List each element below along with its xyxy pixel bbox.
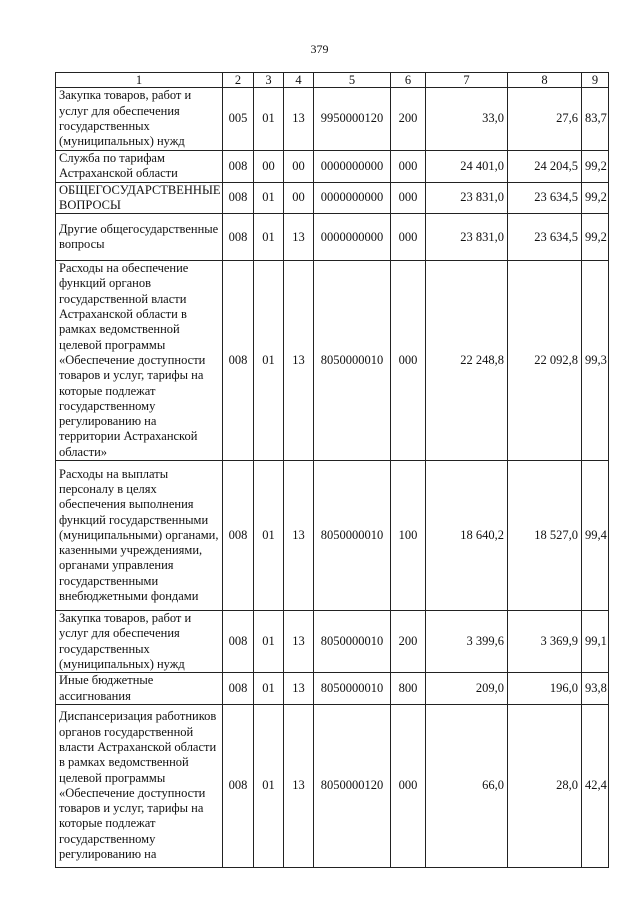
cell-expense-type: 200 xyxy=(391,88,426,151)
cell-section: 01 xyxy=(254,214,284,261)
table-row xyxy=(56,673,609,705)
row-name: Закупка товаров, работ и услуг для обеспечения государственных (муниципальных) нужд xyxy=(56,611,223,673)
table-row xyxy=(56,261,609,461)
table-row xyxy=(56,151,609,183)
row-name: Диспансеризация работников органов государственной власти Астраханской области в рамках ведомственной целевой программы «Обеспечение доступности товаров и услуг, тарифы на которые подлежат государственному регулированию на xyxy=(56,704,223,867)
cell-subsection: 00 xyxy=(284,151,314,183)
cell-planned: 209,0 xyxy=(426,673,508,705)
cell-target-article: 0000000000 xyxy=(314,182,391,214)
row-name: Иные бюджетные ассигнования xyxy=(56,673,223,705)
table-row xyxy=(56,461,609,611)
cell-planned: 23 831,0 xyxy=(426,214,508,261)
table-row xyxy=(56,182,609,214)
budget-table xyxy=(55,72,609,868)
cell-expense-type: 800 xyxy=(391,673,426,705)
cell-subsection: 00 xyxy=(284,182,314,214)
cell-admin-code: 008 xyxy=(223,214,254,261)
cell-target-article: 9950000120 xyxy=(314,88,391,151)
cell-subsection: 13 xyxy=(284,261,314,461)
cell-executed: 23 634,5 xyxy=(508,182,582,214)
cell-target-article: 8050000010 xyxy=(314,673,391,705)
cell-admin-code: 008 xyxy=(223,673,254,705)
cell-admin-code: 008 xyxy=(223,151,254,183)
column-header: 3 xyxy=(254,73,284,88)
cell-admin-code: 008 xyxy=(223,261,254,461)
cell-executed: 22 092,8 xyxy=(508,261,582,461)
table-row xyxy=(56,88,609,151)
cell-subsection: 13 xyxy=(284,214,314,261)
cell-section: 01 xyxy=(254,673,284,705)
cell-percent: 99,2 xyxy=(582,182,609,214)
cell-planned: 24 401,0 xyxy=(426,151,508,183)
cell-admin-code: 008 xyxy=(223,611,254,673)
row-name: ОБЩЕГОСУДАРСТВЕННЫЕ ВОПРОСЫ xyxy=(56,182,223,214)
cell-admin-code: 008 xyxy=(223,461,254,611)
row-name: Расходы на обеспечение функций органов государственной власти Астраханской области в рамках ведомственной целевой программы «Обеспечение доступности товаров и услуг, тарифы на которые подлежат государственному регулированию на территории Астраханской области» xyxy=(56,261,223,461)
cell-percent: 83,7 xyxy=(582,88,609,151)
cell-percent: 42,4 xyxy=(582,704,609,867)
row-name: Расходы на выплаты персоналу в целях обеспечения выполнения функций государственными (муниципальными) органами, казенными учреждениями, органами управления государственными внебюджетными фондами xyxy=(56,461,223,611)
table-row xyxy=(56,611,609,673)
column-header: 8 xyxy=(508,73,582,88)
cell-percent: 99,1 xyxy=(582,611,609,673)
table-row xyxy=(56,214,609,261)
row-name: Другие общегосударственные вопросы xyxy=(56,214,223,261)
cell-admin-code: 008 xyxy=(223,182,254,214)
cell-target-article: 8050000010 xyxy=(314,461,391,611)
cell-subsection: 13 xyxy=(284,88,314,151)
cell-executed: 24 204,5 xyxy=(508,151,582,183)
column-header: 4 xyxy=(284,73,314,88)
column-header: 7 xyxy=(426,73,508,88)
cell-percent: 93,8 xyxy=(582,673,609,705)
cell-executed: 27,6 xyxy=(508,88,582,151)
cell-section: 01 xyxy=(254,182,284,214)
cell-executed: 196,0 xyxy=(508,673,582,705)
cell-admin-code: 005 xyxy=(223,88,254,151)
cell-admin-code: 008 xyxy=(223,704,254,867)
column-header: 1 xyxy=(56,73,223,88)
cell-target-article: 8050000010 xyxy=(314,611,391,673)
cell-expense-type: 000 xyxy=(391,151,426,183)
row-name: Служба по тарифам Астраханской области xyxy=(56,151,223,183)
cell-expense-type: 000 xyxy=(391,214,426,261)
cell-expense-type: 200 xyxy=(391,611,426,673)
cell-percent: 99,4 xyxy=(582,461,609,611)
cell-subsection: 13 xyxy=(284,611,314,673)
cell-section: 01 xyxy=(254,704,284,867)
cell-section: 00 xyxy=(254,151,284,183)
cell-target-article: 0000000000 xyxy=(314,151,391,183)
cell-planned: 3 399,6 xyxy=(426,611,508,673)
cell-section: 01 xyxy=(254,611,284,673)
cell-target-article: 0000000000 xyxy=(314,214,391,261)
cell-expense-type: 000 xyxy=(391,261,426,461)
cell-executed: 23 634,5 xyxy=(508,214,582,261)
cell-subsection: 13 xyxy=(284,673,314,705)
cell-executed: 3 369,9 xyxy=(508,611,582,673)
cell-planned: 66,0 xyxy=(426,704,508,867)
cell-expense-type: 000 xyxy=(391,704,426,867)
cell-section: 01 xyxy=(254,461,284,611)
cell-percent: 99,2 xyxy=(582,151,609,183)
cell-section: 01 xyxy=(254,261,284,461)
cell-expense-type: 000 xyxy=(391,182,426,214)
cell-target-article: 8050000010 xyxy=(314,261,391,461)
column-header: 2 xyxy=(223,73,254,88)
cell-percent: 99,3 xyxy=(582,261,609,461)
cell-executed: 28,0 xyxy=(508,704,582,867)
column-header: 5 xyxy=(314,73,391,88)
cell-executed: 18 527,0 xyxy=(508,461,582,611)
page-number: 379 xyxy=(310,42,329,56)
cell-subsection: 13 xyxy=(284,704,314,867)
table-header-row xyxy=(56,73,609,88)
cell-planned: 23 831,0 xyxy=(426,182,508,214)
cell-planned: 22 248,8 xyxy=(426,261,508,461)
column-header: 6 xyxy=(391,73,426,88)
cell-expense-type: 100 xyxy=(391,461,426,611)
cell-planned: 18 640,2 xyxy=(426,461,508,611)
table-row xyxy=(56,704,609,867)
cell-percent: 99,2 xyxy=(582,214,609,261)
cell-subsection: 13 xyxy=(284,461,314,611)
row-name: Закупка товаров, работ и услуг для обеспечения государственных (муниципальных) нужд xyxy=(56,88,223,151)
cell-section: 01 xyxy=(254,88,284,151)
column-header: 9 xyxy=(582,73,609,88)
cell-planned: 33,0 xyxy=(426,88,508,151)
cell-target-article: 8050000120 xyxy=(314,704,391,867)
